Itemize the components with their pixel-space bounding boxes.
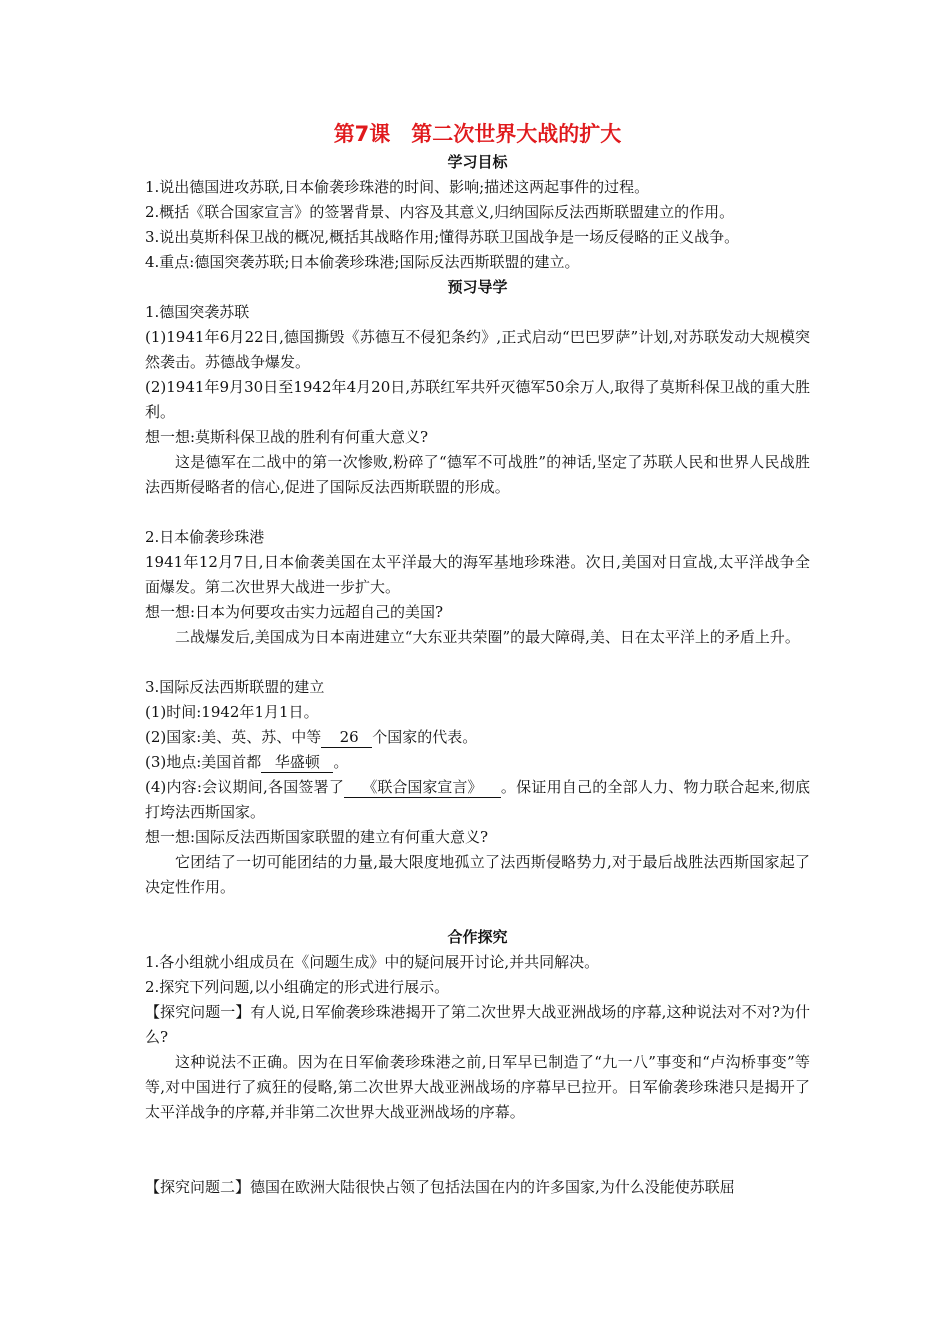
- paragraph-countries: [145, 725, 810, 750]
- spacer: [145, 900, 810, 925]
- fill-blank-place: [261, 752, 333, 773]
- text: (4)内容:会议期间,各国签署了: [145, 778, 345, 796]
- fill-answer: 26: [339, 728, 359, 746]
- lesson-title: 第7课 第二次世界大战的扩大: [333, 122, 622, 146]
- objective-item: 4.重点:德国突袭苏联;日本偷袭珍珠港;国际反法西斯联盟的建立。: [145, 253, 580, 271]
- think-answer: 这是德军在二战中的第一次惨败,粉碎了“德军不可战胜”的神话,坚定了苏联人民和世界人民战胜法西斯侵略者的信心,促进了国际反法西斯联盟的形成。: [145, 453, 810, 496]
- paragraph-place: [145, 750, 810, 775]
- explore-question-1: 【探究问题一】有人说,日军偷袭珍珠港揭开了第二次世界大战亚洲战场的序幕,这种说法对不对?为什么?: [145, 1003, 810, 1046]
- paragraph: (2)1941年9月30日至1942年4月20日,苏联红军共歼灭德军50余万人,取得了莫斯科保卫战的重大胜利。: [145, 378, 810, 421]
- objective-item: 2.概括《联合国家宣言》的签署背景、内容及其意义,归纳国际反法西斯联盟建立的作用。: [145, 203, 735, 221]
- section-title-pearl-harbor: 2.日本偷袭珍珠港: [145, 528, 265, 546]
- text: 个国家的代表。: [372, 728, 478, 746]
- coop-instruction: 2.探究下列问题,以小组确定的形式进行展示。: [145, 978, 450, 996]
- objective-item: 3.说出莫斯科保卫战的概况,概括其战略作用;懂得苏联卫国战争是一场反侵略的正义战争。: [145, 228, 740, 246]
- coop-instruction: 1.各小组就小组成员在《问题生成》中的疑问展开讨论,并共同解决。: [145, 953, 600, 971]
- fill-blank-countries: [321, 727, 372, 748]
- section-title-germany-attack: 1.德国突袭苏联: [145, 303, 250, 321]
- think-question: 想一想:国际反法西斯国家联盟的建立有何重大意义?: [145, 828, 489, 846]
- text: (2)国家:美、英、苏、中等: [145, 728, 322, 746]
- text: (3)地点:美国首都: [145, 753, 262, 771]
- explore-answer-1: 这种说法不正确。因为在日军偷袭珍珠港之前,日军早已制造了“九一八”事变和“卢沟桥事变”等等,对中国进行了疯狂的侵略,第二次世界大战亚洲战场的序幕早已拉开。日军偷袭珍珠港只是揭开了太平洋战争的序幕,并非第二次世界大战亚洲战场的序幕。: [145, 1053, 810, 1121]
- spacer: [145, 500, 810, 525]
- paragraph-content: [145, 775, 810, 825]
- preview-heading: 预习导学: [447, 278, 508, 296]
- think-question: 想一想:日本为何要攻击实力远超自己的美国?: [145, 603, 444, 621]
- think-answer: 它团结了一切可能团结的力量,最大限度地孤立了法西斯侵略势力,对于最后战胜法西斯国家起了决定性作用。: [145, 853, 810, 896]
- coop-heading: 合作探究: [447, 928, 508, 946]
- text: 。: [333, 753, 349, 771]
- think-question: 想一想:莫斯科保卫战的胜利有何重大意义?: [145, 428, 429, 446]
- explore-question-2: 【探究问题二】德国在欧洲大陆很快占领了包括法国在内的许多国家,为什么没能使苏联屈: [145, 1178, 735, 1196]
- spacer: [145, 650, 810, 675]
- text: 。保证用自己的全部人力、物力联合起来,彻底打垮法西斯国家。: [145, 778, 810, 821]
- think-answer: 二战爆发后,美国成为日本南进建立“大东亚共荣圈”的最大障碍,美、日在太平洋上的矛盾上升。: [175, 628, 800, 646]
- paragraph-time: (1)时间:1942年1月1日。: [145, 703, 319, 721]
- document-content: [145, 118, 810, 1200]
- paragraph: (1)1941年6月22日,德国撕毁《苏德互不侵犯条约》,正式启动“巴巴罗萨”计划,对苏联发动大规模突然袭击。苏德战争爆发。: [145, 328, 810, 371]
- fill-answer: 《联合国家宣言》: [362, 778, 483, 796]
- objective-item: 1.说出德国进攻苏联,日本偷袭珍珠港的时间、影响;描述这两起事件的过程。: [145, 178, 650, 196]
- objectives-heading: 学习目标: [447, 153, 508, 171]
- section-title-alliance: 3.国际反法西斯联盟的建立: [145, 678, 325, 696]
- fill-blank-content: [344, 777, 501, 798]
- spacer: [145, 1125, 810, 1175]
- paragraph: 1941年12月7日,日本偷袭美国在太平洋最大的海军基地珍珠港。次日,美国对日宣战,太平洋战争全面爆发。第二次世界大战进一步扩大。: [145, 553, 810, 596]
- fill-answer: 华盛顿: [274, 753, 320, 771]
